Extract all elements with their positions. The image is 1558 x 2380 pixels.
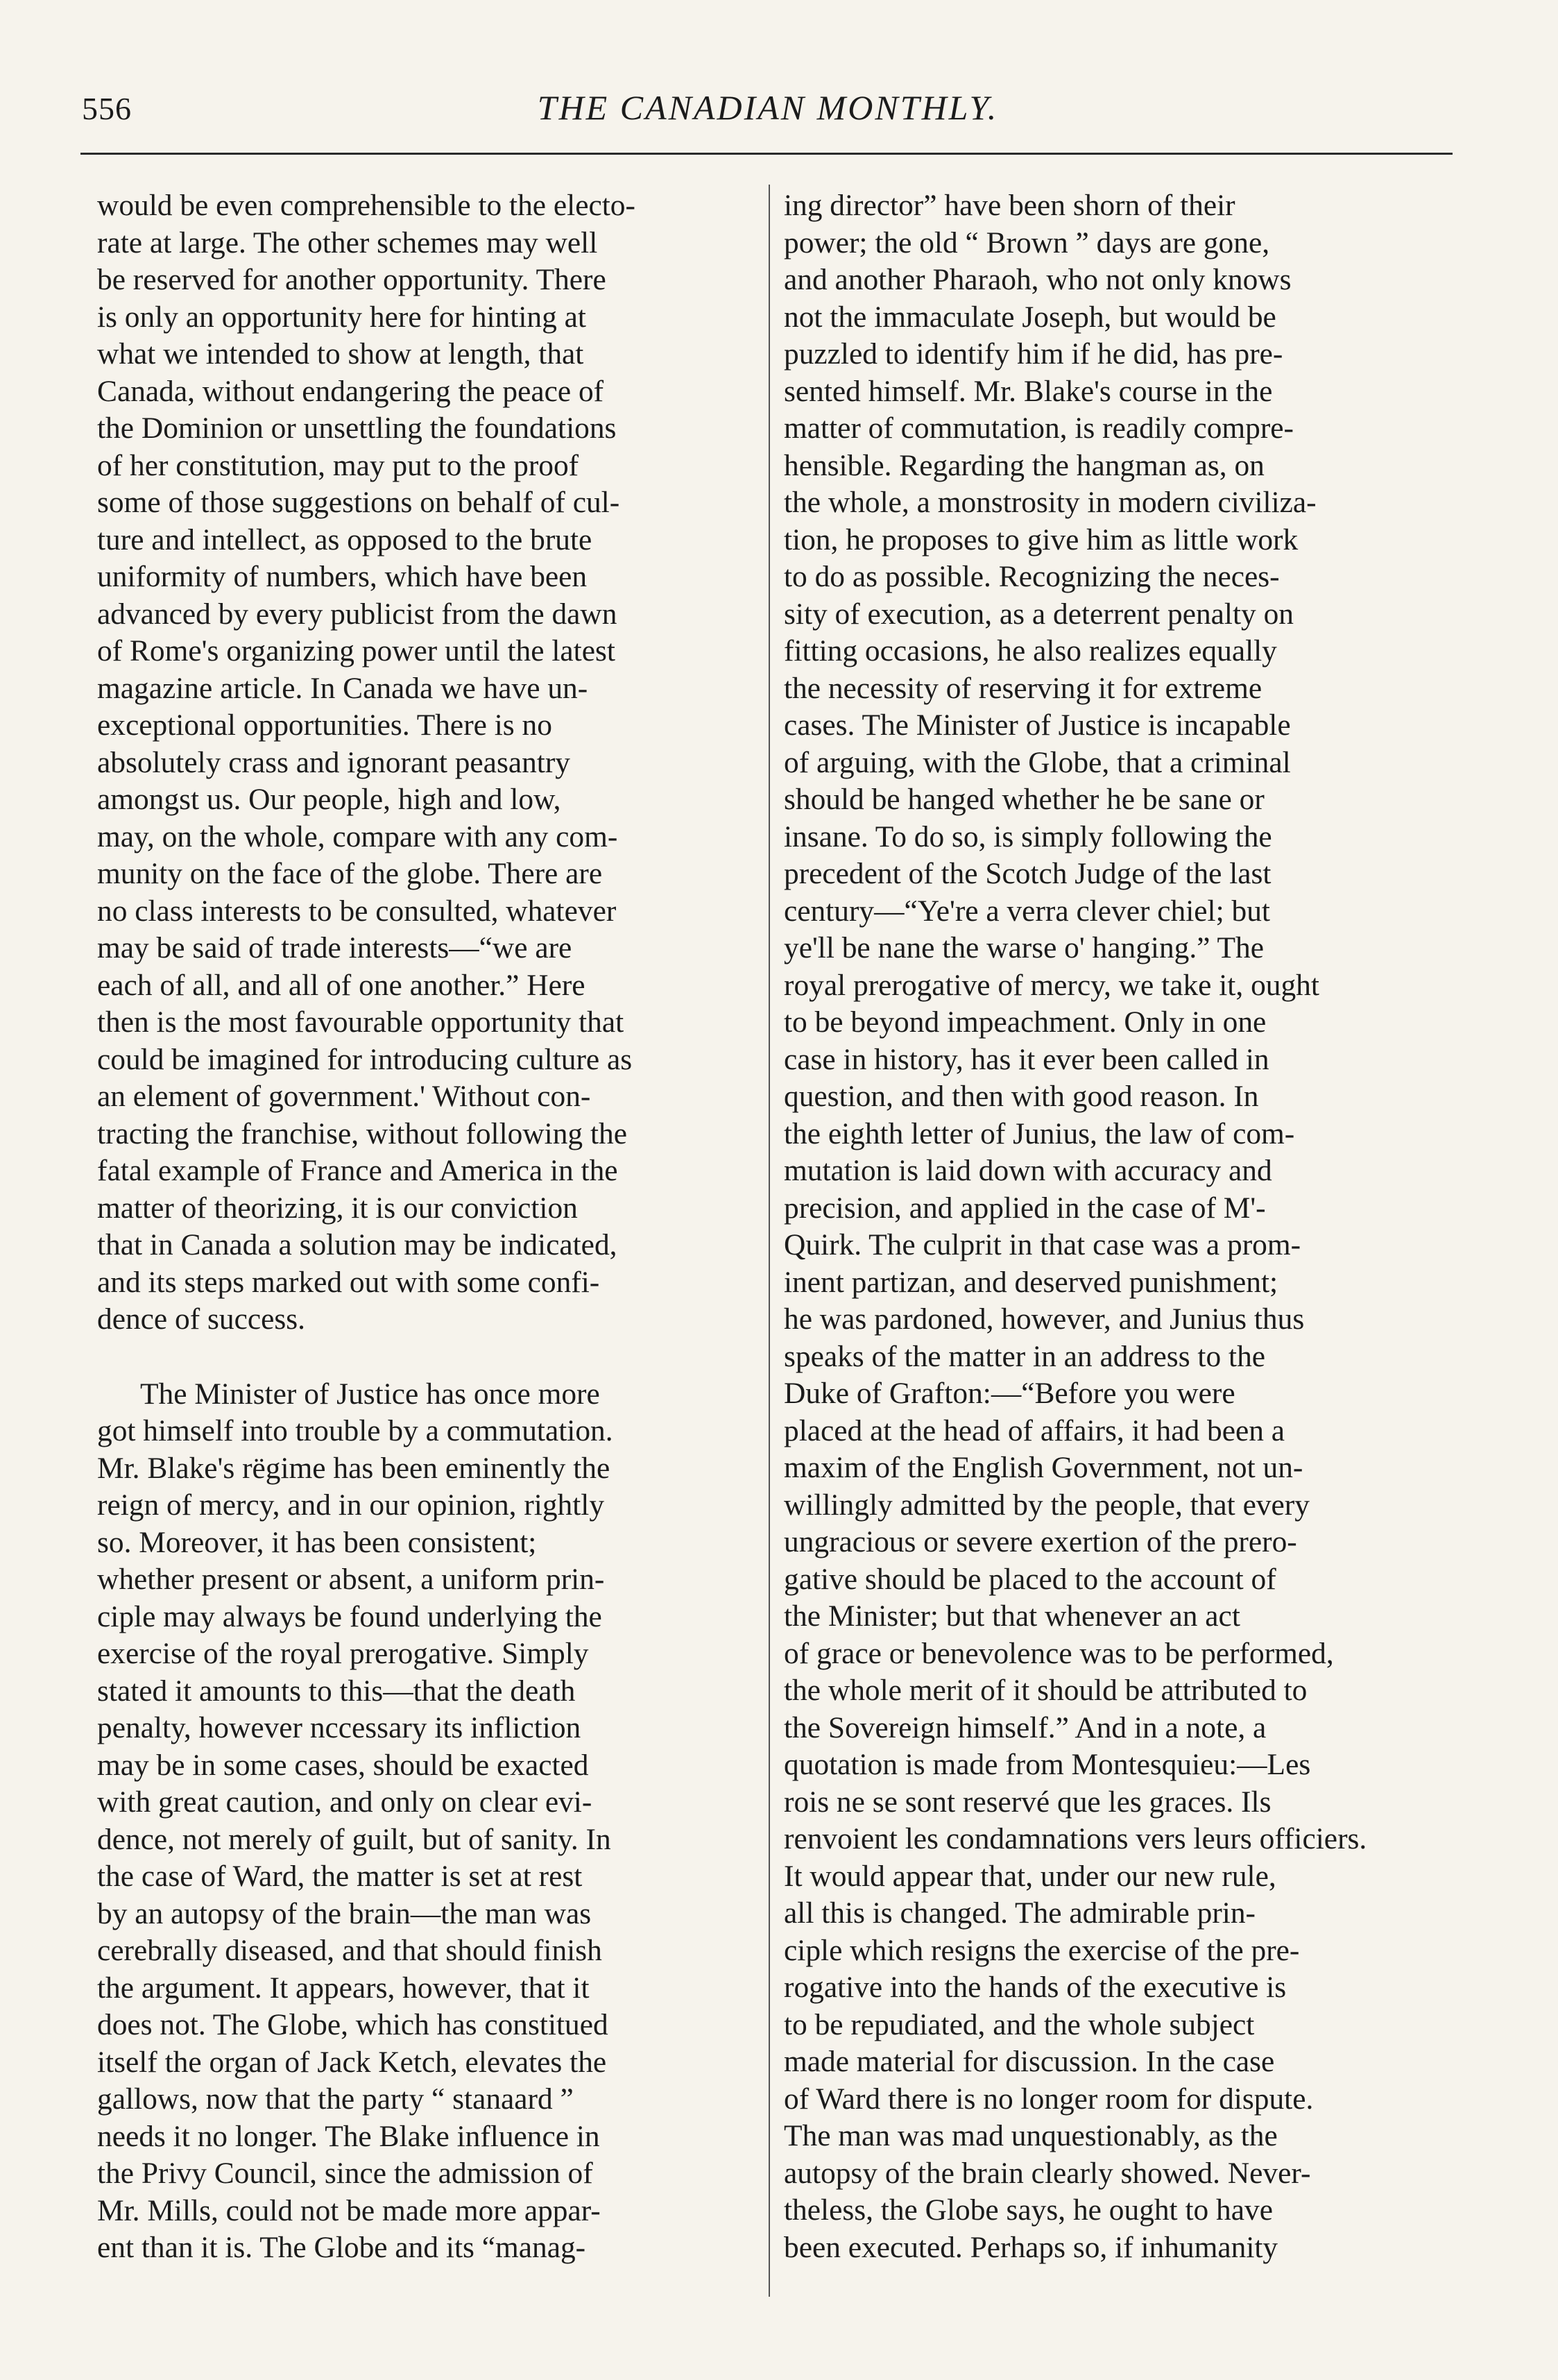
text-line: gative should be placed to the account of <box>784 1562 1276 1596</box>
text-line: the whole, a monstrosity in modern civiliza- <box>784 486 1317 519</box>
text-line: It would appear that, under our new rule, <box>784 1859 1276 1893</box>
text-line: matter of theorizing, it is our conviction <box>97 1191 578 1225</box>
text-line: been executed. Perhaps so, if inhumanity <box>784 2230 1278 2264</box>
text-line: rate at large. The other schemes may well <box>97 226 598 260</box>
text-line: precedent of the Scotch Judge of the last <box>784 857 1272 890</box>
text-line: hensible. Regarding the hangman as, on <box>784 448 1265 482</box>
text-line: power; the old “ Brown ” days are gone, <box>784 226 1270 260</box>
text-line: tion, he proposes to give him as little work <box>784 522 1299 556</box>
text-line: ing director” have been shorn of their <box>784 189 1235 222</box>
text-line: ciple may always be found underlying the <box>97 1599 602 1633</box>
text-line: question, and then with good reason. In <box>784 1080 1259 1113</box>
text-line: royal prerogative of mercy, we take it, ought <box>784 968 1319 1002</box>
text-line: fatal example of France and America in the <box>97 1154 618 1187</box>
text-line: absolutely crass and ignorant peasantry <box>97 745 570 779</box>
text-line: exceptional opportunities. There is no <box>97 708 552 742</box>
text-line: tracting the franchise, without following the <box>97 1116 627 1150</box>
column-divider <box>769 185 770 2297</box>
text-line: the Sovereign himself.” And in a note, a <box>784 1710 1267 1744</box>
text-line: the Privy Council, since the admission of <box>97 2157 593 2190</box>
text-line: willingly admitted by the people, that every <box>784 1488 1310 1522</box>
text-line: should be hanged whether he be sane or <box>784 783 1265 816</box>
text-line: case in history, has it ever been called in <box>784 1042 1269 1076</box>
text-line: may be in some cases, should be exacted <box>97 1748 589 1782</box>
text-line: uniformity of numbers, which have been <box>97 560 588 593</box>
text-line: the Minister; but that whenever an act <box>784 1599 1240 1633</box>
text-line: amongst us. Our people, high and low, <box>97 783 561 816</box>
text-line: maxim of the English Government, not un- <box>784 1451 1303 1484</box>
text-line: made material for discussion. In the case <box>784 2045 1275 2078</box>
text-line: cases. The Minister of Justice is incapable <box>784 708 1291 742</box>
text-line: he was pardoned, however, and Junius thus <box>784 1302 1305 1336</box>
journal-title: THE CANADIAN MONTHLY. <box>537 88 999 127</box>
text-line: century—“Ye're a verra clever chiel; but <box>784 894 1270 928</box>
text-line: of Rome's organizing power until the latest <box>97 634 615 668</box>
text-line: Canada, without endangering the peace of <box>97 374 604 408</box>
text-line: Quirk. The culprit in that case was a prom- <box>784 1228 1301 1261</box>
text-line: and another Pharaoh, who not only knows <box>784 263 1292 296</box>
text-line: of grace or benevolence was to be performed, <box>784 1636 1334 1670</box>
text-line: insane. To do so, is simply following the <box>784 819 1272 853</box>
text-line: quotation is made from Montesquieu:—Les <box>784 1748 1311 1781</box>
text-line: sented himself. Mr. Blake's course in the <box>784 374 1273 408</box>
text-line: some of those suggestions on behalf of cul- <box>97 486 620 519</box>
text-line: be reserved for another opportunity. There <box>97 263 606 296</box>
text-line: to do as possible. Recognizing the neces- <box>784 560 1280 593</box>
text-line: ciple which resigns the exercise of the pre- <box>784 1933 1300 1967</box>
text-line: sity of execution, as a deterrent penalty on <box>784 597 1294 631</box>
text-line: The man was mad unquestionably, as the <box>784 2119 1278 2152</box>
text-line: Mr. Blake's rëgime has been eminently the <box>97 1451 610 1485</box>
text-line: inent partizan, and deserved punishment; <box>784 1265 1278 1299</box>
text-line: needs it no longer. The Blake influence in <box>97 2119 600 2153</box>
text-line: to be repudiated, and the whole subject <box>784 2007 1255 2041</box>
text-line: renvoient les condamnations vers leurs officiers. <box>784 1822 1367 1855</box>
text-line: that in Canada a solution may be indicated, <box>97 1228 617 1261</box>
text-line: mutation is laid down with accuracy and <box>784 1154 1272 1187</box>
text-line: speaks of the matter in an address to the <box>784 1339 1266 1373</box>
text-line: the eighth letter of Junius, the law of com- <box>784 1116 1295 1150</box>
text-line: does not. The Globe, which has constitued <box>97 2008 608 2041</box>
text-line: would be even comprehensible to the electo- <box>97 189 635 222</box>
text-line: the whole merit of it should be attributed to <box>784 1674 1308 1707</box>
text-line: is only an opportunity here for hinting at <box>97 300 586 334</box>
text-line: ture and intellect, as opposed to the brute <box>97 522 592 556</box>
text-line: no class interests to be consulted, whatever <box>97 894 617 928</box>
text-line: fitting occasions, he also realizes equally <box>784 634 1277 668</box>
text-line: reign of mercy, and in our opinion, rightly <box>97 1488 605 1522</box>
text-line: may, on the whole, compare with any com- <box>97 819 618 853</box>
text-line: of arguing, with the Globe, that a criminal <box>784 745 1291 779</box>
text-line: ungracious or severe exertion of the prero- <box>784 1525 1297 1558</box>
text-line: then is the most favourable opportunity that <box>97 1005 624 1039</box>
text-line: the argument. It appears, however, that it <box>97 1971 590 2005</box>
text-line: so. Moreover, it has been consistent; <box>97 1525 537 1559</box>
text-line: autopsy of the brain clearly showed. Never- <box>784 2156 1311 2190</box>
page-number: 556 <box>82 91 132 126</box>
text-line: precision, and applied in the case of M'- <box>784 1191 1266 1225</box>
text-line: puzzled to identify him if he did, has pre- <box>784 337 1283 371</box>
text-line: an element of government.' Without con- <box>97 1080 591 1113</box>
text-line: dence of success. <box>97 1302 305 1336</box>
text-line: with great caution, and only on clear evi- <box>97 1785 592 1819</box>
text-line: The Minister of Justice has once more <box>140 1377 600 1411</box>
left-column <box>97 187 765 2267</box>
text-line: ent than it is. The Globe and its “manag- <box>97 2231 586 2264</box>
text-line: placed at the head of affairs, it had been a <box>784 1413 1285 1447</box>
running-head <box>78 85 1458 140</box>
text-line: the Dominion or unsettling the foundations <box>97 411 617 445</box>
right-column <box>784 187 1452 2266</box>
text-line: Mr. Mills, could not be made more appar- <box>97 2193 601 2227</box>
text-line: exercise of the royal prerogative. Simply <box>97 1637 589 1670</box>
text-line: not the immaculate Joseph, but would be <box>784 300 1276 334</box>
text-line: advanced by every publicist from the dawn <box>97 597 617 631</box>
text-line: itself the organ of Jack Ketch, elevates the <box>97 2045 607 2079</box>
text-line: of Ward there is no longer room for dispute. <box>784 2082 1314 2116</box>
text-line: Duke of Grafton:—“Before you were <box>784 1377 1235 1410</box>
text-line: may be said of trade interests—“we are <box>97 931 572 964</box>
text-line: the case of Ward, the matter is set at rest <box>97 1860 583 1893</box>
paragraph-continued <box>784 187 1452 2266</box>
text-line: matter of commutation, is readily compre- <box>784 411 1294 445</box>
text-line: stated it amounts to this—that the death <box>97 1674 576 1708</box>
text-line: magazine article. In Canada we have un- <box>97 671 588 705</box>
paragraph-culture <box>97 187 765 1338</box>
text-line: each of all, and all of one another.” Here <box>97 968 585 1002</box>
text-line: what we intended to show at length, that <box>97 337 584 371</box>
text-line: of her constitution, may put to the proof <box>97 448 579 482</box>
text-line: munity on the face of the globe. There are <box>97 857 603 890</box>
text-line: gallows, now that the party “ stanaard ” <box>97 2082 574 2116</box>
text-line: and its steps marked out with some confi- <box>97 1265 600 1299</box>
text-line: all this is changed. The admirable prin- <box>784 1896 1256 1930</box>
text-line: got himself into trouble by a commutation. <box>97 1414 613 1447</box>
text-line: penalty, however nccessary its infliction <box>97 1711 581 1744</box>
text-line: theless, the Globe says, he ought to have <box>784 2193 1273 2227</box>
text-line: ye'll be nane the warse o' hanging.” The <box>784 931 1264 964</box>
header-rule <box>80 153 1453 155</box>
text-line: rois ne se sont reservé que les graces. Ils <box>784 1785 1272 1819</box>
text-line: dence, not merely of guilt, but of sanity. In <box>97 1822 611 1856</box>
text-line: could be imagined for introducing culture as <box>97 1042 633 1076</box>
text-line: the necessity of reserving it for extreme <box>784 671 1262 705</box>
paragraph-gap <box>97 1338 765 1376</box>
text-line: cerebrally diseased, and that should finish <box>97 1934 602 1967</box>
text-line: by an autopsy of the brain—the man was <box>97 1896 592 1930</box>
text-line: rogative into the hands of the executive is <box>784 1971 1287 2004</box>
text-line: whether present or absent, a uniform prin- <box>97 1563 605 1596</box>
paragraph-minister-of-justice <box>97 1376 765 2267</box>
text-line: to be beyond impeachment. Only in one <box>784 1005 1267 1039</box>
